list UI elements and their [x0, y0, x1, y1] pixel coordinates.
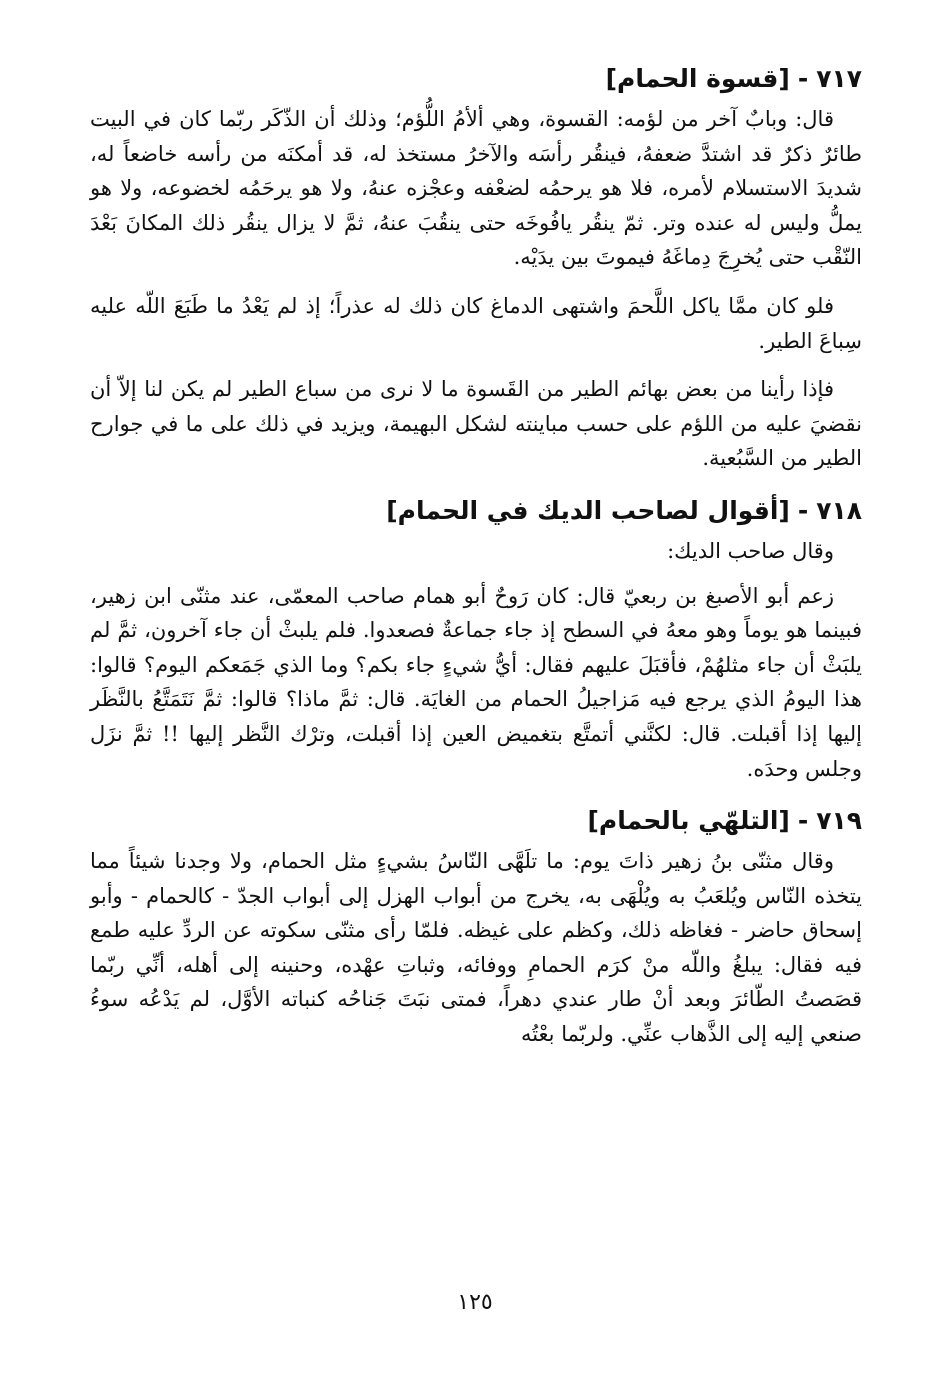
paragraph-intro: وقال صاحب الديك: — [667, 538, 834, 563]
section-number: ٧١٨ — [816, 495, 862, 525]
heading-dash: - — [797, 806, 809, 836]
section-719 — [90, 800, 862, 1052]
section-number: ٧١٩ — [816, 806, 862, 836]
heading-dash: - — [797, 64, 809, 93]
section-number: ٧١٧ — [816, 64, 862, 93]
section-718 — [90, 490, 862, 786]
paragraph: قال: وبابٌ آخر من لؤمه: القسوة، وهي ألأمُ اللُّؤم؛ وذلك أن الذّكَر ربّما كان في البيت طائرٌ ذكرٌ قد اشتدَّ ضعفهُ، فينقُر رأسَه والآخرُ مستخذ له، قد أمكنَه من رأسه خاضعاً له، شديدَ الاستسلام لأمره، فلا هو يرحمُه لضعْفه وعجْزه عنهُ، ولا هو يرحَمُه لخضوعه، ولا هو يملُّ وليس له عنده وتر. ثمّ ينقُر يافُوخَه حتى ينقُبَ عنهُ، ثمَّ لا يزال ينقُر ذلك المكانَ بَعْدَ النّقْب حتى يُخرِجَ دِماغَهُ فيموتَ بين يدَيْه. — [90, 107, 862, 270]
paragraph: وقال مثنّى بنُ زهير ذاتَ يوم: ما تلَهَّى النّاسُ بشيءٍ مثل الحمام، ولا وجدنا شيئاً مما يتخذه النّاس ويُلعَبُ به ويُلْهَى به، يخرج من أبواب الهزل إلى أبواب الجدّ - كالحمام - وأبو إسحاق حاضر - فغاظه ذلك، وكظم على غيظه. فلمّا رأى مثنّى سكوته عن الردِّ عليه طمع فيه فقال: يبلغُ واللّه منْ كرَم الحمامِ ووفائه، وثباتِ عهْده، وحنينه إلى أهله، أنِّي ربّما قصَصتُ الطّائرَ وبعد أنْ طار عندي دهراً، فمتى نبَتَ جَناحُه كنباته الأوَّل، لم يَدْعُه سوءُ صنعي إليه إلى الذَّهاب عنِّي. ولربّما بعْتُه — [90, 849, 862, 1047]
paragraph: زعم أبو الأصبغ بن ربعيّ قال: كان رَوحٌ أبو همام صاحب المعمّى، عند مثنّى ابن زهير، فبينما هو يوماً وهو معهُ في السطح إذ جاء جماعةٌ فصعدوا. فلم يلبثْ أن جاء آخرون، ثمَّ لم يلبَثْ أن جاء مثلهُمْ، فأقبَلَ عليهم فقال: أيُّ شيءٍ جاء بكم؟ وما الذي جَمَعكم اليوم؟ قالوا: هذا اليومُ الذي يرجع فيه مَزاجيلُ الحمام من الغايَة. قال: ثمَّ ماذا؟ قالوا: ثمَّ نَتَمَتَّعُ بالنَّظَر إليها إذا أقبلت. قال: لكنَّني أتمتَّع بتغميض العين إذا أقبلت، وترْك النَّظر إليها !! ثمَّ نزَل وجلس وحدَه. — [90, 583, 862, 781]
paragraph: فلو كان ممَّا ياكل اللَّحمَ واشتهى الدماغ كان ذلك له عذراً؛ إذ لم يَعْدُ ما طَبَعَ اللّه عليه سِباعَ الطير. — [90, 293, 862, 353]
section-heading — [90, 490, 862, 532]
section-title: [قسوة الحمام] — [605, 64, 790, 93]
section-heading — [90, 800, 862, 842]
page-number: ١٢٥ — [457, 1290, 493, 1315]
section-title: [أقوال لصاحب الديك في الحمام] — [386, 495, 790, 525]
section-717 — [90, 58, 862, 476]
page-body — [90, 54, 862, 1066]
heading-dash: - — [797, 495, 809, 525]
section-title: [التلهّي بالحمام] — [587, 806, 790, 836]
section-heading — [90, 58, 862, 100]
paragraph: فإذا رأينا من بعض بهائم الطير من القَسوة ما لا نرى من سباع الطير لم يكن لنا إلاّ أن نقضيَ عليه من اللؤم على حسب مباينته لشكل البهيمة، ويزيد في ذلك على ما في جوارح الطير من السَّبُعية. — [90, 377, 862, 471]
